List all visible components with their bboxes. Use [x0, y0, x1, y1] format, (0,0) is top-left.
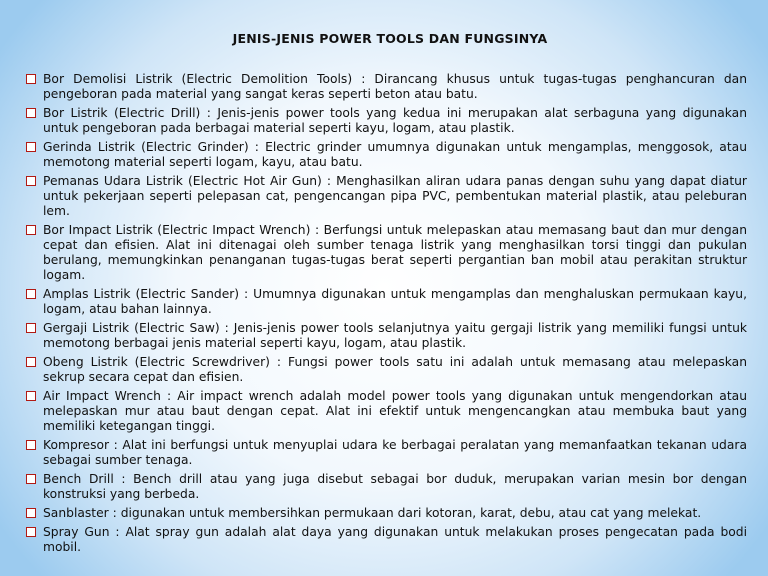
- list-item-text: Pemanas Udara Listrik (Electric Hot Air Gun) : Menghasilkan aliran udara panas dengan suhu yang dapat diatur untuk pekerjaan seperti pelepasan cat, pengencangan pipa PVC, pembentukan material plastik, atau peleburan lem.: [43, 174, 747, 218]
- hollow-square-bullet-icon: [26, 323, 36, 333]
- list-item: [26, 72, 747, 102]
- list-item: [26, 106, 747, 136]
- power-tools-list: [26, 72, 747, 559]
- list-item: [26, 389, 747, 434]
- hollow-square-bullet-icon: [26, 527, 36, 537]
- list-item: [26, 223, 747, 283]
- hollow-square-bullet-icon: [26, 440, 36, 450]
- hollow-square-bullet-icon: [26, 357, 36, 367]
- hollow-square-bullet-icon: [26, 391, 36, 401]
- hollow-square-bullet-icon: [26, 225, 36, 235]
- hollow-square-bullet-icon: [26, 176, 36, 186]
- slide-title: JENIS-JENIS POWER TOOLS DAN FUNGSINYA: [232, 31, 548, 46]
- list-item: [26, 174, 747, 219]
- list-item-text: Bor Listrik (Electric Drill) : Jenis-jenis power tools yang kedua ini merupakan alat serbaguna yang digunakan untuk pengeboran pada berbagai material seperti kayu, logam, atau plastik.: [43, 106, 747, 135]
- list-item: [26, 438, 747, 468]
- list-item-text: Air Impact Wrench : Air impact wrench adalah model power tools yang digunakan untuk mengendorkan atau melepaskan mur atau baut dengan cepat. Alat ini efektif untuk mengencangkan atau membuka baut yang memiliki ketegangan tinggi.: [43, 389, 747, 433]
- list-item-text: Spray Gun : Alat spray gun adalah alat daya yang digunakan untuk melakukan proses pengecatan pada bodi mobil.: [43, 525, 747, 554]
- list-item: [26, 321, 747, 351]
- hollow-square-bullet-icon: [26, 508, 36, 518]
- hollow-square-bullet-icon: [26, 474, 36, 484]
- hollow-square-bullet-icon: [26, 74, 36, 84]
- list-item: [26, 506, 747, 521]
- hollow-square-bullet-icon: [26, 108, 36, 118]
- list-item-text: Amplas Listrik (Electric Sander) : Umumnya digunakan untuk mengamplas dan menghaluskan permukaan kayu, logam, atau bahan lainnya.: [43, 287, 747, 316]
- list-item-text: Bench Drill : Bench drill atau yang juga disebut sebagai bor duduk, merupakan varian mesin bor dengan konstruksi yang berbeda.: [43, 472, 747, 501]
- list-item-text: Bor Impact Listrik (Electric Impact Wrench) : Berfungsi untuk melepaskan atau memasang baut dan mur dengan cepat dan efisien. Alat ini ditenagai oleh sumber tenaga listrik yang menghasilkan torsi tinggi dan pukulan berulang, memungkinkan penanganan tugas-tugas berat seperti pergantian ban mobil atau perakitan struktur logam.: [43, 223, 747, 282]
- hollow-square-bullet-icon: [26, 142, 36, 152]
- list-item: [26, 472, 747, 502]
- list-item-text: Sanblaster : digunakan untuk membersihkan permukaan dari kotoran, karat, debu, atau cat yang melekat.: [43, 506, 702, 520]
- list-item: [26, 140, 747, 170]
- hollow-square-bullet-icon: [26, 289, 36, 299]
- list-item-text: Gergaji Listrik (Electric Saw) : Jenis-jenis power tools selanjutnya yaitu gergaji listrik yang memiliki fungsi untuk memotong berbagai jenis material seperti kayu, logam, atau plastik.: [43, 321, 747, 350]
- list-item-text: Kompresor : Alat ini berfungsi untuk menyuplai udara ke berbagai peralatan yang memanfaatkan tekanan udara sebagai sumber tenaga.: [43, 438, 747, 467]
- list-item-text: Obeng Listrik (Electric Screwdriver) : Fungsi power tools satu ini adalah untuk memasang atau melepaskan sekrup secara cepat dan efisien.: [43, 355, 747, 384]
- list-item: [26, 355, 747, 385]
- list-item-text: Bor Demolisi Listrik (Electric Demolition Tools) : Dirancang khusus untuk tugas-tugas penghancuran dan pengeboran pada material yang sangat keras seperti beton atau batu.: [43, 72, 747, 101]
- list-item-text: Gerinda Listrik (Electric Grinder) : Electric grinder umumnya digunakan untuk mengamplas, menggosok, atau memotong material seperti logam, kayu, atau batu.: [43, 140, 747, 169]
- list-item: [26, 287, 747, 317]
- list-item: [26, 525, 747, 555]
